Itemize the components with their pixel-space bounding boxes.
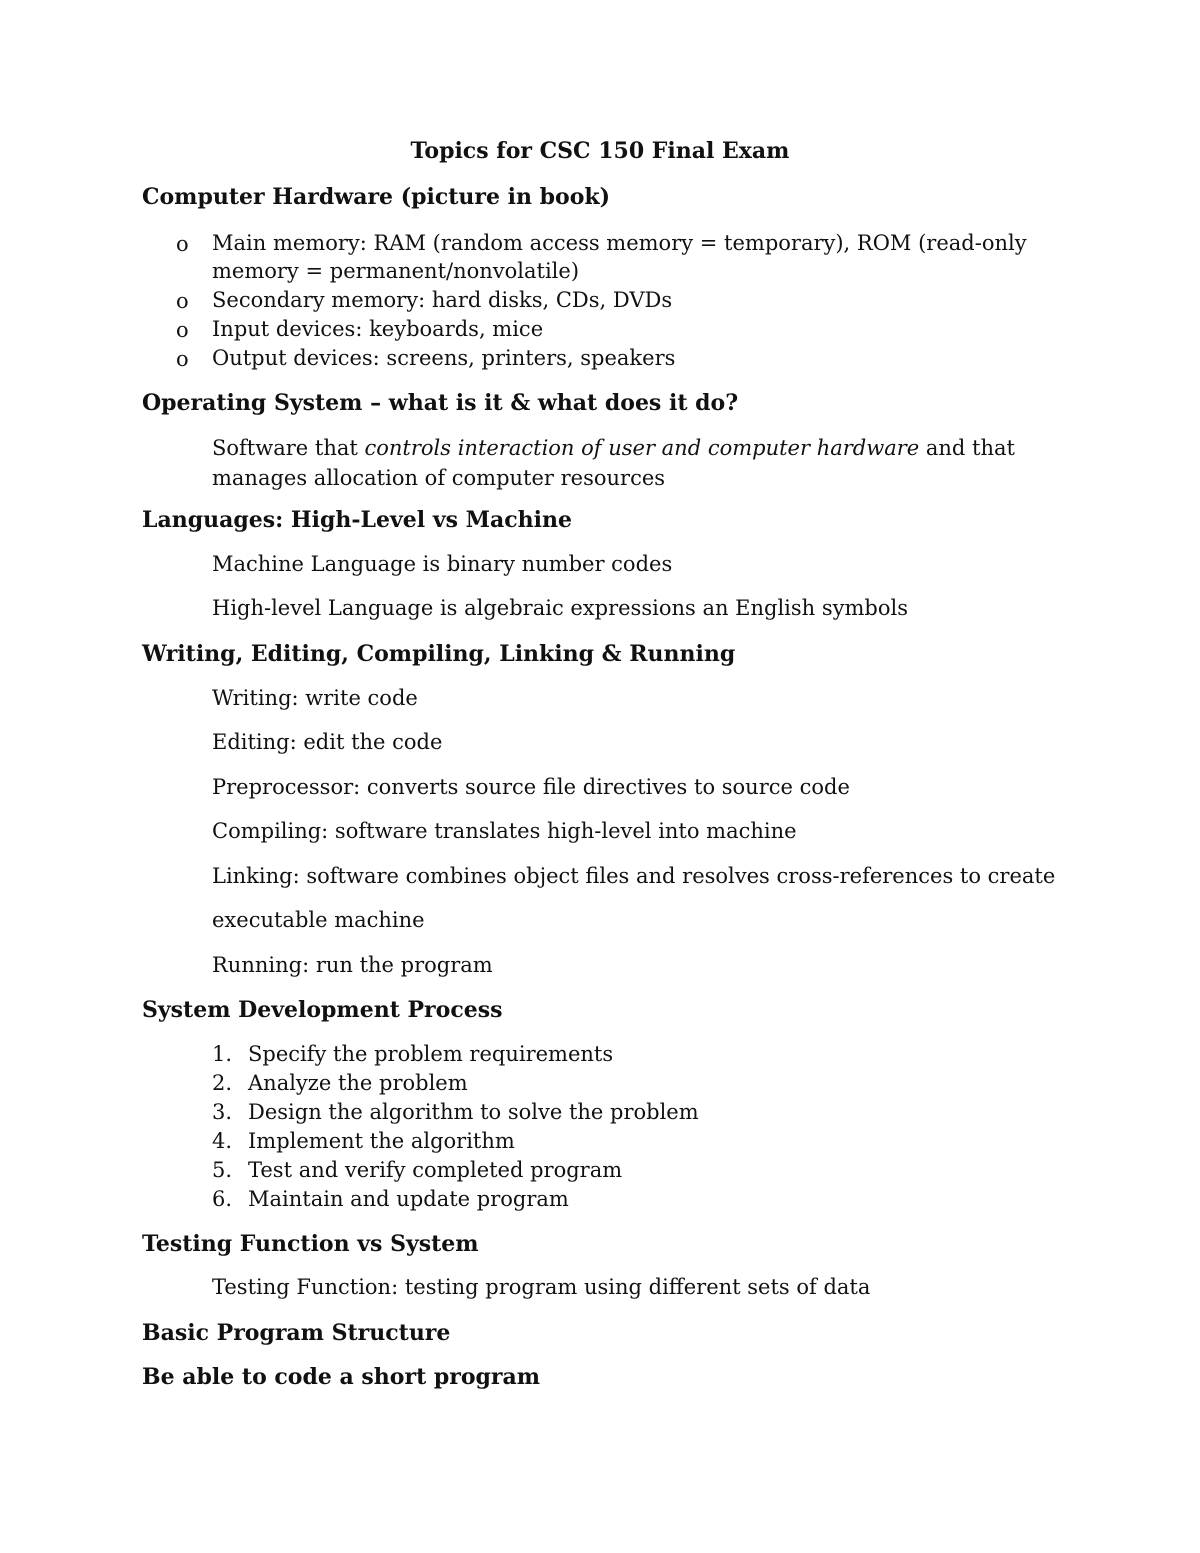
step-text: Analyze the problem	[248, 1071, 468, 1095]
bullet-marker: o	[176, 318, 189, 342]
heading-system-development: System Development Process	[142, 997, 503, 1023]
list-item-output-devices: Output devices: screens, printers, speakers	[212, 346, 676, 370]
list-item-main-memory: Main memory: RAM (random access memory = temporary), ROM (read-only memory = permanent/nonvolatile)	[212, 231, 1027, 283]
paragraph-editing: Editing: edit the code	[212, 730, 443, 754]
step-text: Specify the problem requirements	[248, 1042, 614, 1066]
paragraph-running: Running: run the program	[212, 953, 493, 977]
os-text-pre: Software that	[212, 436, 365, 460]
bullet-marker: o	[176, 289, 189, 313]
heading-languages: Languages: High-Level vs Machine	[142, 507, 572, 533]
heading-writing-editing: Writing, Editing, Compiling, Linking & Running	[142, 641, 736, 667]
step-text: Implement the algorithm	[248, 1129, 515, 1153]
paragraph-writing: Writing: write code	[212, 686, 418, 710]
heading-computer-hardware: Computer Hardware (picture in book)	[142, 184, 611, 210]
os-text-post: and that manages allocation of computer resources	[212, 436, 1015, 490]
bullet-marker: o	[176, 232, 189, 256]
paragraph-operating-system	[212, 433, 1032, 493]
bullet-marker: o	[176, 347, 189, 371]
heading-operating-system: Operating System – what is it & what does it do?	[142, 390, 739, 416]
step-text: Maintain and update program	[248, 1187, 569, 1211]
step-number: 3.	[212, 1100, 233, 1124]
paragraph-compiling: Compiling: software translates high-level into machine	[212, 819, 797, 843]
heading-basic-program-structure: Basic Program Structure	[142, 1320, 451, 1346]
list-item-input-devices: Input devices: keyboards, mice	[212, 317, 544, 341]
os-text-emphasis: controls interaction of user and computer hardware	[364, 436, 920, 460]
step-number: 1.	[212, 1042, 233, 1066]
paragraph-linking-cont: executable machine	[212, 908, 425, 932]
heading-code-short-program: Be able to code a short program	[142, 1364, 541, 1390]
paragraph-testing-function: Testing Function: testing program using different sets of data	[212, 1275, 871, 1299]
step-number: 5.	[212, 1158, 233, 1182]
heading-testing: Testing Function vs System	[142, 1231, 479, 1257]
paragraph-machine-language: Machine Language is binary number codes	[212, 552, 673, 576]
paragraph-high-level-language: High-level Language is algebraic expressions an English symbols	[212, 596, 909, 620]
step-text: Design the algorithm to solve the problem	[248, 1100, 699, 1124]
step-number: 2.	[212, 1071, 233, 1095]
paragraph-preprocessor: Preprocessor: converts source file directives to source code	[212, 775, 850, 799]
document-title: Topics for CSC 150 Final Exam	[410, 138, 790, 164]
step-text: Test and verify completed program	[248, 1158, 623, 1182]
list-item-secondary-memory: Secondary memory: hard disks, CDs, DVDs	[212, 288, 673, 312]
paragraph-linking: Linking: software combines object files and resolves cross-references to create	[212, 864, 1056, 888]
step-number: 6.	[212, 1187, 233, 1211]
step-number: 4.	[212, 1129, 233, 1153]
